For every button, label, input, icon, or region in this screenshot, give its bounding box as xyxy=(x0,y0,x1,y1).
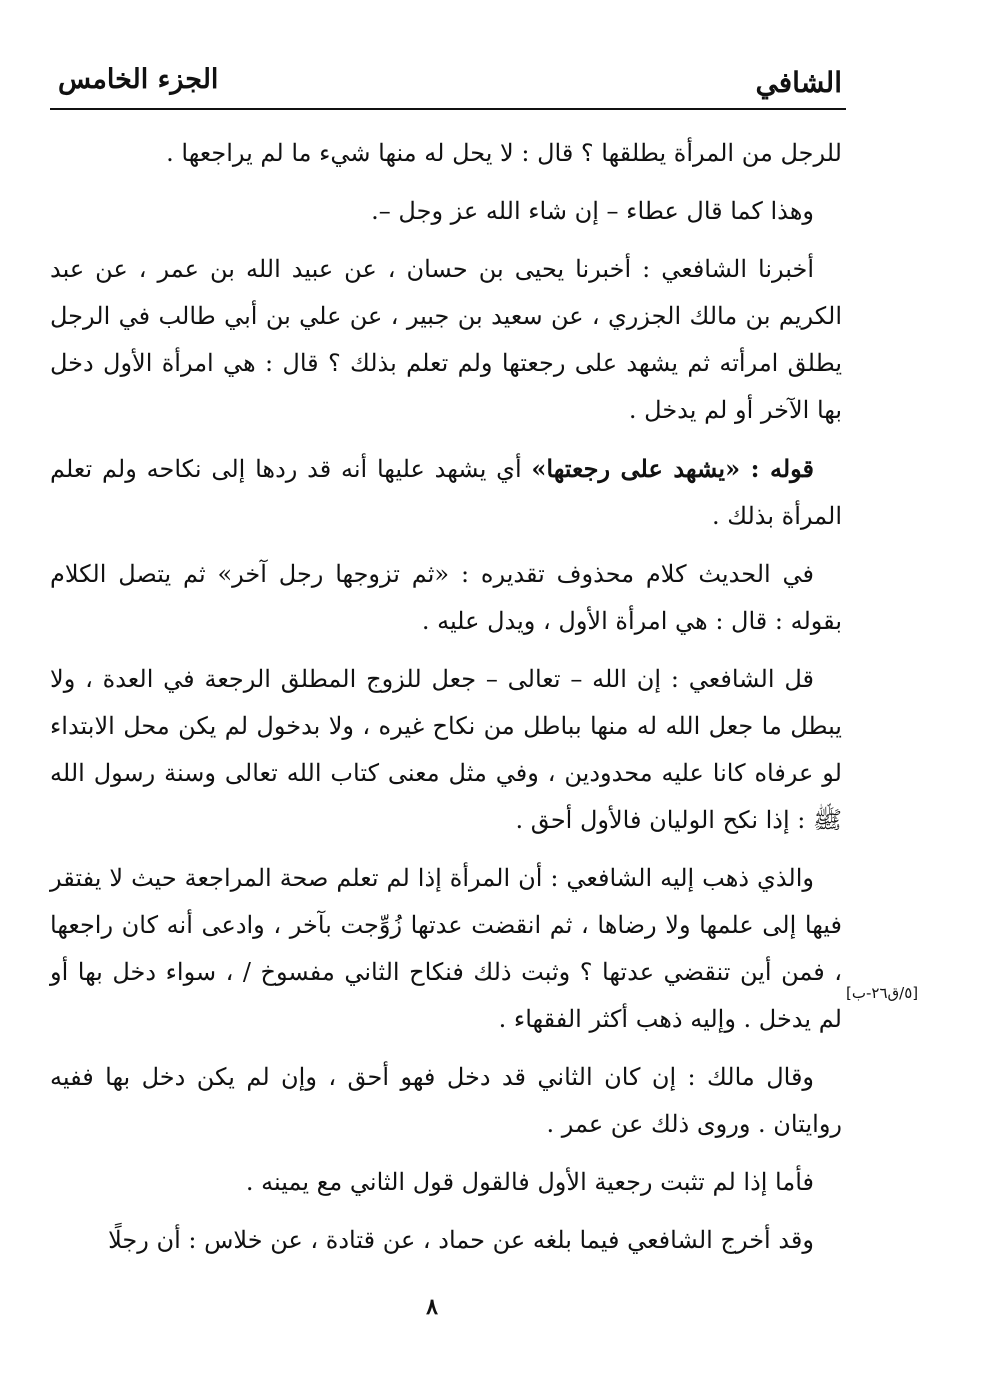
paragraph xyxy=(50,855,842,1043)
paragraph-text: أي يشهد عليها أنه قد ردها إلى نكاحه ولم تعلم المرأة بذلك . xyxy=(50,455,842,530)
paragraph xyxy=(50,130,842,177)
paragraph xyxy=(50,1159,842,1206)
header-divider xyxy=(50,108,846,110)
paragraph-text: والذي ذهب إليه الشافعي : أن المرأة إذا لم تعلم صحة المراجعة حيث لا يفتقر فيها إلى علمها ولا رضاها ، ثم انقضت عدتها زُوِّجت بآخر ، وادعى أنه كان راجعها ، فمن أين تنقضي عدتها ؟ وثبت ذلك فنكاح الثاني مفسوخ / ، سواء دخل بها أو لم يدخل . وإليه ذهب أكثر الفقهاء . xyxy=(50,864,842,1033)
main-text xyxy=(50,130,842,1275)
volume-label: الجزء الخامس xyxy=(58,64,219,95)
paragraph-text: قل الشافعي : إن الله – تعالى – جعل للزوج المطلق الرجعة في العدة ، ولا يبطل ما جعل الله له منها بباطل من نكاح غيره ، ولا بدخول لم يكن محل الابتداء لو عرفاه كانا عليه محدودين ، وفي مثل معنى كتاب الله تعالى وسنة رسول الله ﷺ : إذا نكح الوليان فالأول أحق . xyxy=(50,665,842,834)
paragraph-text: في الحديث كلام محذوف تقديره : «ثم تزوجها رجل آخر» ثم يتصل الكلام بقوله : قال : هي امرأة الأول ، ويدل عليه . xyxy=(50,560,842,635)
paragraph-lead: قوله : «يشهد على رجعتها» xyxy=(531,454,815,483)
paragraph xyxy=(50,246,842,434)
book-title: الشافي xyxy=(755,66,842,99)
manuscript-folio-note: [٥/ق٢٦-ب] xyxy=(846,984,919,1002)
paragraph xyxy=(50,551,842,645)
paragraph xyxy=(50,1054,842,1148)
paragraph-text: أخبرنا الشافعي : أخبرنا يحيى بن حسان ، عن عبيد الله بن عمر ، عن عبد الكريم بن مالك الجزري ، عن سعيد بن جبير ، عن علي بن أبي طالب في الرجل يطلق امرأته ثم يشهد على رجعتها ولم تعلم بذلك ؟ قال : هي امرأة الأول دخل بها الآخر أو لم يدخل . xyxy=(50,255,842,424)
paragraph-text: وقال مالك : إن كان الثاني قد دخل فهو أحق ، وإن لم يكن دخل بها ففيه روايتان . وروى ذلك عن عمر . xyxy=(50,1063,842,1138)
paragraph xyxy=(50,1217,842,1264)
paragraph-text: وهذا كما قال عطاء – إن شاء الله عز وجل –. xyxy=(371,197,814,225)
paragraph xyxy=(50,445,842,540)
paragraph-text: فأما إذا لم تثبت رجعية الأول فالقول قول الثاني مع يمينه . xyxy=(245,1168,814,1196)
paragraph-text: وقد أخرج الشافعي فيما بلغه عن حماد ، عن قتادة ، عن خلاس : أن رجلًا xyxy=(108,1226,814,1254)
running-header xyxy=(52,58,846,106)
paragraph-text: للرجل من المرأة يطلقها ؟ قال : لا يحل له منها شيء ما لم يراجعها . xyxy=(166,139,842,167)
paragraph xyxy=(50,188,842,235)
page-number: ٨ xyxy=(426,1294,438,1320)
paragraph xyxy=(50,656,842,844)
